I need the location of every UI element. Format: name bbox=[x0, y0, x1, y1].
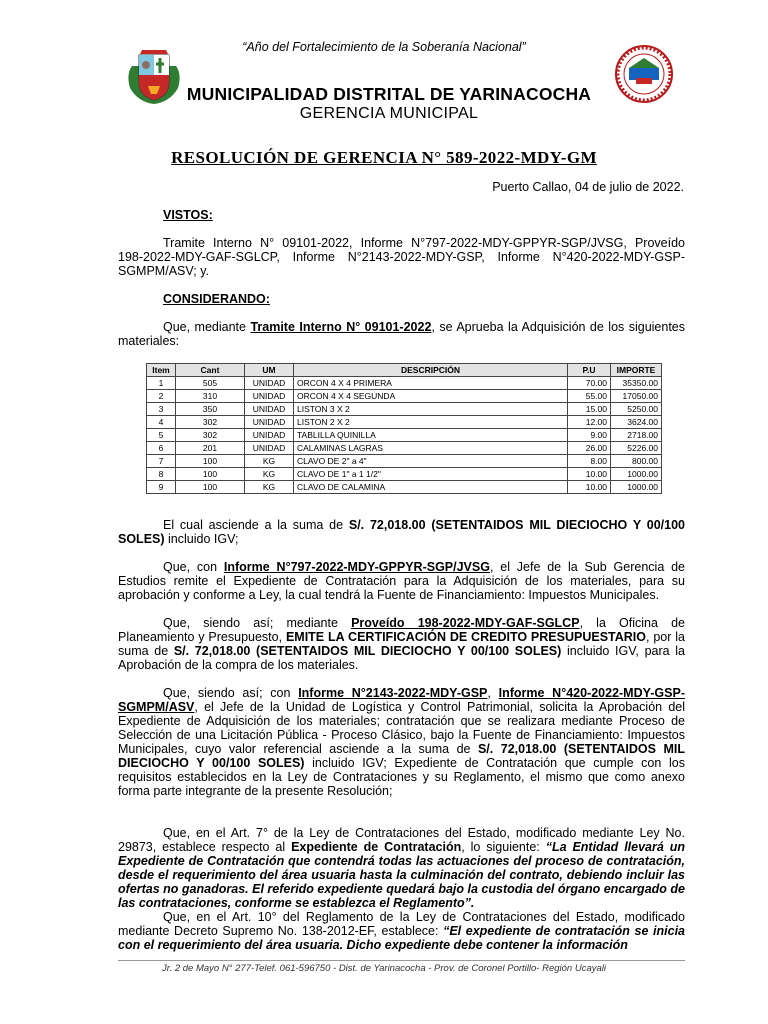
p6-quote: “La Entidad llevará un Expediente de Contratación que contendrá todas las actuaciones del proceso de contratación, desde el requerimiento del área usuaria hasta la culminación del contrato, debiendo incluir las ofertas no ganadoras. El referido expediente quedará bajo la custodia del órgano encargado de las contrataciones, conforme se establezca el Reglamento”. bbox=[118, 840, 685, 910]
considerando-heading: CONSIDERANDO: bbox=[163, 292, 270, 306]
table-cell: UNIDAD bbox=[245, 403, 294, 416]
document-date: Puerto Callao, 04 de julio de 2022. bbox=[492, 180, 684, 194]
table-cell: 9 bbox=[147, 481, 176, 494]
table-cell: 4 bbox=[147, 416, 176, 429]
table-cell: 8.00 bbox=[568, 455, 611, 468]
p3-text-end: , el Jefe de la Sub Gerencia de Estudios remite el Expediente de Contratación para la Adquisición de los materiales, para su aprobación y conforme a Ley, la cual tendrá la Fuente de Financiamiento: Impuestos Municipales. bbox=[118, 560, 685, 602]
table-cell: 1000.00 bbox=[611, 468, 662, 481]
p4-text: Que, siendo así; mediante bbox=[163, 616, 352, 630]
table-cell: 17050.00 bbox=[611, 390, 662, 403]
p5-reference: Informe N°2143-2022-MDY-GSP bbox=[298, 686, 488, 700]
p7-text: Que, en el Art. 10° del Reglamento de la Ley de Contrataciones del Estado, modificado mediante Decreto Supremo No. 138-2012-EF, establece: bbox=[118, 910, 685, 938]
table-cell: KG bbox=[245, 481, 294, 494]
p6-term: Expediente de Contratación bbox=[291, 840, 462, 854]
table-cell: 6 bbox=[147, 442, 176, 455]
p5-text: Que, siendo así; con bbox=[163, 686, 299, 700]
table-row bbox=[147, 429, 662, 442]
table-cell: 302 bbox=[176, 429, 245, 442]
table-cell: CLAVO DE 1" a 1 1/2" bbox=[294, 468, 568, 481]
table-cell: CLAVO DE 2" a 4" bbox=[294, 455, 568, 468]
p4-reference: Proveído 198-2022-MDY-GAF-SGLCP bbox=[351, 616, 580, 630]
p5-text: , bbox=[487, 686, 499, 700]
col-header: Cant bbox=[176, 364, 245, 377]
p2-text-end: incluido IGV; bbox=[164, 532, 239, 546]
table-cell: UNIDAD bbox=[245, 442, 294, 455]
table-cell: 3624.00 bbox=[611, 416, 662, 429]
materials-table bbox=[146, 363, 662, 494]
table-row bbox=[147, 390, 662, 403]
p5-text-end: incluido IGV; Expediente de Contratación que cumple con los requisitos establecidos en la Ley de Contrataciones y su Reglamento, el mismo que como anexo forma parte integrante de la presente Resolución; bbox=[118, 756, 685, 798]
paragraph-5 bbox=[118, 686, 685, 798]
table-cell: 350 bbox=[176, 403, 245, 416]
table-cell: 100 bbox=[176, 468, 245, 481]
table-cell: 201 bbox=[176, 442, 245, 455]
table-cell: 15.00 bbox=[568, 403, 611, 416]
table-cell: ORCON 4 X 4 SEGUNDA bbox=[294, 390, 568, 403]
table-cell: 3 bbox=[147, 403, 176, 416]
p5-reference-2: Informe N°420-2022-MDY-GSP-SGMPM/ASV bbox=[118, 686, 685, 714]
year-slogan: “Año del Fortalecimiento de la Soberanía Nacional” bbox=[242, 40, 526, 54]
table-cell: 35350.00 bbox=[611, 377, 662, 390]
table-cell: 8 bbox=[147, 468, 176, 481]
table-cell: 302 bbox=[176, 416, 245, 429]
table-cell: ORCON 4 X 4 PRIMERA bbox=[294, 377, 568, 390]
table-cell: UNIDAD bbox=[245, 390, 294, 403]
table-row bbox=[147, 481, 662, 494]
table-cell: 26.00 bbox=[568, 442, 611, 455]
municipality-name: MUNICIPALIDAD DISTRITAL DE YARINACOCHA bbox=[186, 84, 592, 104]
p5-text: , el Jefe de la Unidad de Logística y Control Patrimonial, solicita la Aprobación del Expediente de Adquisición de los materiales; contratación que se realizara mediante Proceso de Selección de una Licitación Pública - Proceso Clásico, bajo la Fuente de Financiamiento: Impuestos Municipales, cuyo valor referencial asciende a la suma de bbox=[118, 700, 685, 756]
table-header-row bbox=[147, 364, 662, 377]
p7-quote: “El expediente de contratación se inicia con el requerimiento del área usuaria. Dicho expediente debe contener la información bbox=[118, 924, 685, 952]
col-header: UM bbox=[245, 364, 294, 377]
p1-text: Que, mediante bbox=[163, 320, 251, 334]
table-cell: 2 bbox=[147, 390, 176, 403]
p6-text: , lo siguiente: bbox=[461, 840, 546, 854]
table-cell: 12.00 bbox=[568, 416, 611, 429]
col-header: P.U bbox=[568, 364, 611, 377]
p4-text-end: incluido IGV, para la Aprobación de la compra de los materiales. bbox=[118, 644, 685, 672]
table-cell: 1 bbox=[147, 377, 176, 390]
table-cell: 505 bbox=[176, 377, 245, 390]
table-cell: 2718.00 bbox=[611, 429, 662, 442]
vistos-heading: VISTOS: bbox=[163, 208, 213, 222]
paragraph-2 bbox=[118, 518, 685, 546]
table-cell: 10.00 bbox=[568, 481, 611, 494]
table-row bbox=[147, 377, 662, 390]
office-name: GERENCIA MUNICIPAL bbox=[299, 105, 479, 122]
table-cell: KG bbox=[245, 455, 294, 468]
table-cell: 5250.00 bbox=[611, 403, 662, 416]
table-cell: 100 bbox=[176, 455, 245, 468]
table-cell: LISTON 3 X 2 bbox=[294, 403, 568, 416]
table-cell: TABLILLA QUINILLA bbox=[294, 429, 568, 442]
vistos-text: Tramite Interno N° 09101-2022, Informe N°797-2022-MDY-GPPYR-SGP/JVSG, Proveído 198-2022-MDY-GAF-SGLCP, Informe N°2143-2022-MDY-GSP, Informe N°420-2022-MDY-GSP-SGMPM/ASV; y. bbox=[118, 236, 685, 278]
p1-text-end: , se Aprueba la Adquisición de los siguientes materiales: bbox=[118, 320, 686, 348]
footer-address: Jr. 2 de Mayo N° 277-Telef. 061-596750 - Dist. de Yarinacocha - Prov. de Coronel Portillo- Región Ucayali bbox=[161, 963, 606, 974]
p4-text: , la Oficina de Planeamiento y Presupuesto, bbox=[118, 616, 685, 644]
table-cell: 310 bbox=[176, 390, 245, 403]
table-row bbox=[147, 416, 662, 429]
table-cell: KG bbox=[245, 468, 294, 481]
table-row bbox=[147, 403, 662, 416]
table-cell: 5226.00 bbox=[611, 442, 662, 455]
paragraph-6 bbox=[118, 826, 685, 910]
paragraph-7 bbox=[118, 910, 685, 952]
table-body bbox=[147, 377, 662, 494]
table-cell: 800.00 bbox=[611, 455, 662, 468]
table-cell: 100 bbox=[176, 481, 245, 494]
p2-text: El cual asciende a la suma de bbox=[163, 518, 349, 532]
table-row bbox=[147, 455, 662, 468]
table-cell: 7 bbox=[147, 455, 176, 468]
p6-text: Que, en el Art. 7° de la Ley de Contrataciones del Estado, modificado mediante Ley No. 29873, establece respecto al bbox=[118, 826, 685, 854]
footer-divider bbox=[118, 960, 685, 961]
table-cell: 55.00 bbox=[568, 390, 611, 403]
table-row bbox=[147, 468, 662, 481]
table-cell: 10.00 bbox=[568, 468, 611, 481]
p4-amount: S/. 72,018.00 (SETENTAIDOS MIL DIECIOCHO Y 00/100 SOLES) bbox=[173, 644, 562, 658]
table-cell: 1000.00 bbox=[611, 481, 662, 494]
table-cell: UNIDAD bbox=[245, 429, 294, 442]
p3-reference: Informe N°797-2022-MDY-GPPYR-SGP/JVSG bbox=[223, 560, 490, 574]
paragraph-1 bbox=[118, 320, 685, 348]
paragraph-4 bbox=[118, 616, 685, 672]
p3-text: Que, con bbox=[163, 560, 224, 574]
p2-amount: S/. 72,018.00 (SETENTAIDOS MIL DIECIOCHO Y 00/100 SOLES) bbox=[118, 518, 685, 546]
table-cell: 9.00 bbox=[568, 429, 611, 442]
col-header: Item bbox=[147, 364, 176, 377]
resolution-title: RESOLUCIÓN DE GERENCIA N° 589-2022-MDY-GM bbox=[171, 148, 597, 167]
table-cell: 70.00 bbox=[568, 377, 611, 390]
table-cell: LISTON 2 X 2 bbox=[294, 416, 568, 429]
table-cell: CALAMINAS LAGRAS bbox=[294, 442, 568, 455]
p4-certification: EMITE LA CERTIFICACIÓN DE CREDITO PRESUPUESTARIO bbox=[285, 630, 646, 644]
p5-amount: S/. 72,018.00 (SETENTAIDOS MIL DIECIOCHO Y 00/100 SOLES) bbox=[118, 742, 685, 770]
table-cell: CLAVO DE CALAMINA bbox=[294, 481, 568, 494]
table-cell: UNIDAD bbox=[245, 377, 294, 390]
p1-reference: Tramite Interno N° 09101-2022 bbox=[250, 320, 432, 334]
col-header: DESCRIPCIÓN bbox=[294, 364, 568, 377]
table-cell: UNIDAD bbox=[245, 416, 294, 429]
p4-text: , por la suma de bbox=[118, 630, 685, 658]
table-cell: 5 bbox=[147, 429, 176, 442]
vistos-paragraph bbox=[118, 236, 685, 278]
paragraph-3 bbox=[118, 560, 685, 602]
table-row bbox=[147, 442, 662, 455]
col-header: IMPORTE bbox=[611, 364, 662, 377]
